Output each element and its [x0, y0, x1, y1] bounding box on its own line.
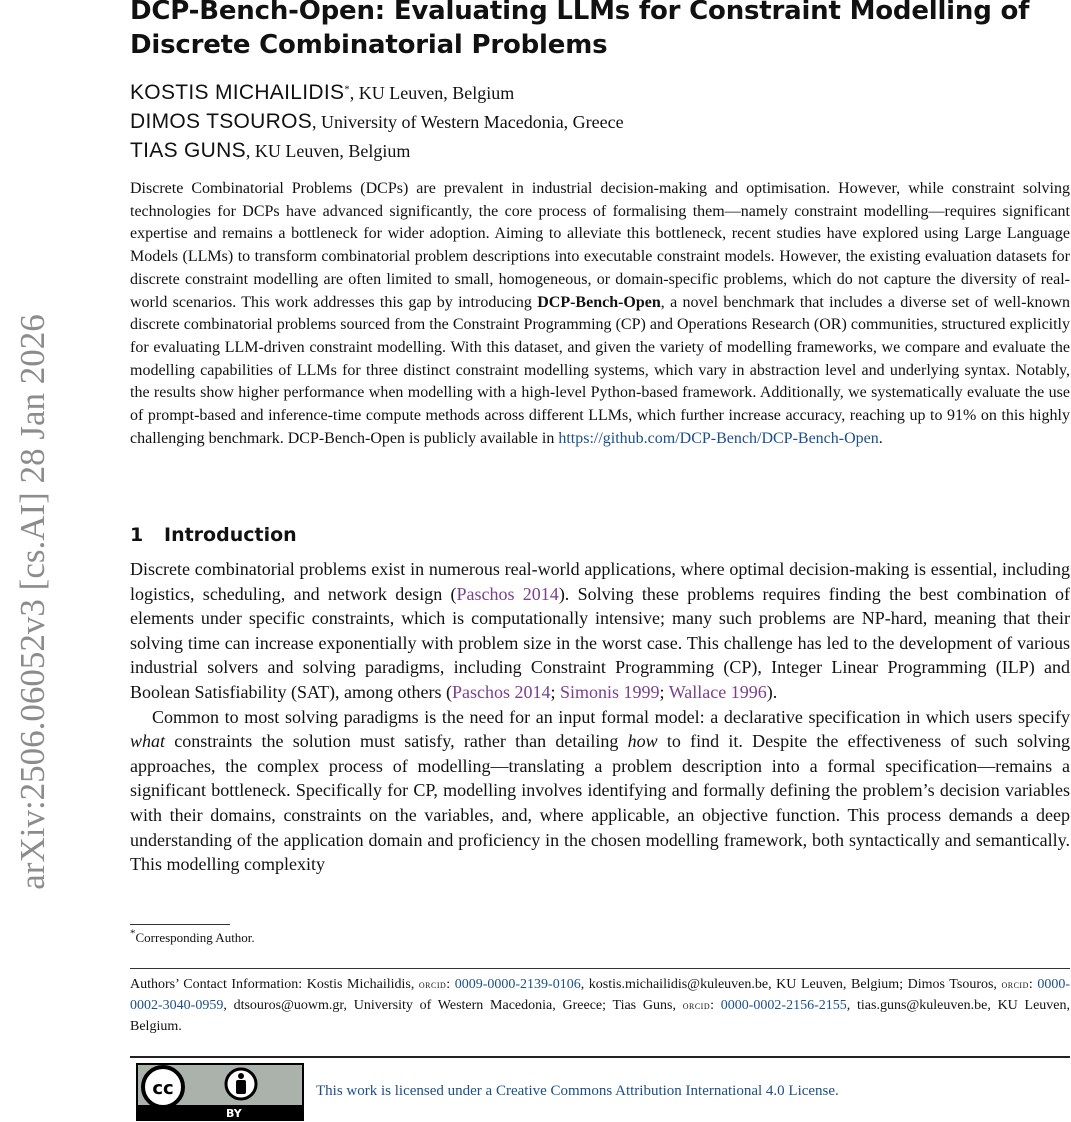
section-heading-introduction: 1 Introduction: [130, 524, 297, 546]
footnote-rule: [130, 924, 230, 925]
orcid-link[interactable]: 0000-0002-3040-0959: [130, 977, 1070, 1013]
license-notice[interactable]: This work is licensed under a Creative Commons Attribution International 4.0 License.: [316, 1083, 839, 1099]
badge-label: BY: [226, 1107, 242, 1120]
license-rule: [130, 1056, 1070, 1058]
corresponding-mark: *: [344, 83, 350, 96]
github-link[interactable]: https://github.com/DCP-Bench/DCP-Bench-Open: [558, 429, 879, 447]
citation-link[interactable]: Simonis 1999: [559, 681, 660, 702]
benchmark-name: DCP-Bench-Open: [537, 293, 661, 311]
citation-link[interactable]: Paschos 2014: [456, 583, 559, 604]
author-entry: [130, 78, 1070, 107]
author-affiliation: , University of Western Macedonia, Greece: [312, 112, 624, 132]
contact-rule: [130, 968, 1070, 969]
orcid-link[interactable]: 0009-0000-2139-0106: [454, 977, 581, 992]
paper-title: DCP-Bench-Open: Evaluating LLMs for Constraint Modelling of Discrete Combinatorial Problems: [130, 0, 1030, 60]
citation-link[interactable]: Wallace 1996: [668, 681, 767, 702]
author-entry: [130, 107, 1070, 136]
citation-link[interactable]: Paschos 2014: [451, 681, 551, 702]
footnote: *Corresponding Author.: [130, 927, 255, 945]
orcid-link[interactable]: 0000-0002-2156-2155: [720, 998, 847, 1013]
arxiv-margin-stamp: arXiv:2506.06052v3 [cs.AI] 28 Jan 2026: [13, 314, 52, 890]
author-entry: [130, 136, 1070, 165]
author-list: [130, 78, 1070, 165]
intro-paragraph: Discrete combinatorial problems exist in numerous real-world applications, where optimal decision-making is essential, including logistics, scheduling, and network design (Paschos 2014). Solving these problems requires finding the best combination of elements under specific constraints, which is computationally intensive; many such problems are NP-hard, meaning that their solving time can increase exponentially with problem size in the worst case. This challenge has led to the development of various industrial solvers and solving paradigms, including Constraint Programming (CP), Integer Linear Programming (ILP) and Boolean Satisfiability (SAT), among others (Paschos 2014; Simonis 1999; Wallace 1996).: [130, 559, 1070, 702]
author-affiliation: , KU Leuven, Belgium: [349, 83, 515, 103]
author-affiliation: , KU Leuven, Belgium: [245, 141, 411, 161]
author-name: DIMOS TSOUROS: [130, 110, 313, 133]
cc-by-badge[interactable]: [136, 1063, 304, 1121]
cc-by-icon: [138, 1065, 302, 1105]
contact-information: Authors’ Contact Information: Kostis Michailidis, orcid: 0009-0000-2139-0106, kostis.michailidis@kuleuven.be, KU Leuven, Belgium; Dimos Tsouros, orcid: 0000-0002-3040-0959, dtsouros@uowm.gr, University of Western Macedonia, Greece; Tias Guns, orcid: 0000-0002-2156-2155, tias.guns@kuleuven.be, KU Leuven, Belgium.: [130, 977, 1071, 1034]
abstract: Discrete Combinatorial Problems (DCPs) are prevalent in industrial decision-making and optimisation. However, while constraint solving technologies for DCPs have advanced significantly, the core process of formalising them—namely constraint modelling—requires significant expertise and remains a bottleneck for wider adoption. Aiming to alleviate this bottleneck, recent studies have explored using Large Language Models (LLMs) to transform combinatorial problem descriptions into executable constraint models. However, the existing evaluation datasets for discrete constraint modelling are often limited to small, homogeneous, or domain-specific problems, which do not capture the diversity of real-world scenarios. This work addresses this gap by introducing DCP-Bench-Open, a novel benchmark that includes a diverse set of well-known discrete combinatorial problems sourced from the Constraint Programming (CP) and Operations Research (OR) communities, structured explicitly for evaluating LLM-driven constraint modelling. With this dataset, and given the variety of modelling frameworks, we compare and evaluate the modelling capabilities of LLMs for three distinct constraint modelling systems, which vary in abstraction level and underlying syntax. Notably, the results show higher performance when modelling with a high-level Python-based framework. Additionally, we systematically evaluate the use of prompt-based and inference-time compute methods across different LLMs, which further increase accuracy, reaching up to 91% on this highly challenging benchmark. DCP-Bench-Open is publicly available in https://github.com/DCP-Bench/DCP-Bench-Open.: [130, 180, 1071, 447]
svg-text:cc: cc: [152, 1078, 174, 1099]
author-name: KOSTIS MICHAILIDIS: [130, 81, 345, 104]
intro-paragraph: Common to most solving paradigms is the need for an input formal model: a declarative specification in which users specify what constraints the solution must satisfy, rather than detailing how to find it. Despite the effectiveness of such solving approaches, the complex process of modelling—translating a problem description into a formal specification—remains a significant bottleneck. Specifically for CP, modelling involves identifying and formally defining the problem’s decision variables with their domains, constraints on the variables, and, where applicable, an objective function. This process demands a deep understanding of the application domain and proficiency in the chosen modelling framework, both syntactically and semantically. This modelling complexity: [130, 706, 1070, 875]
introduction-body: [130, 557, 1070, 877]
author-name: TIAS GUNS: [130, 139, 246, 162]
